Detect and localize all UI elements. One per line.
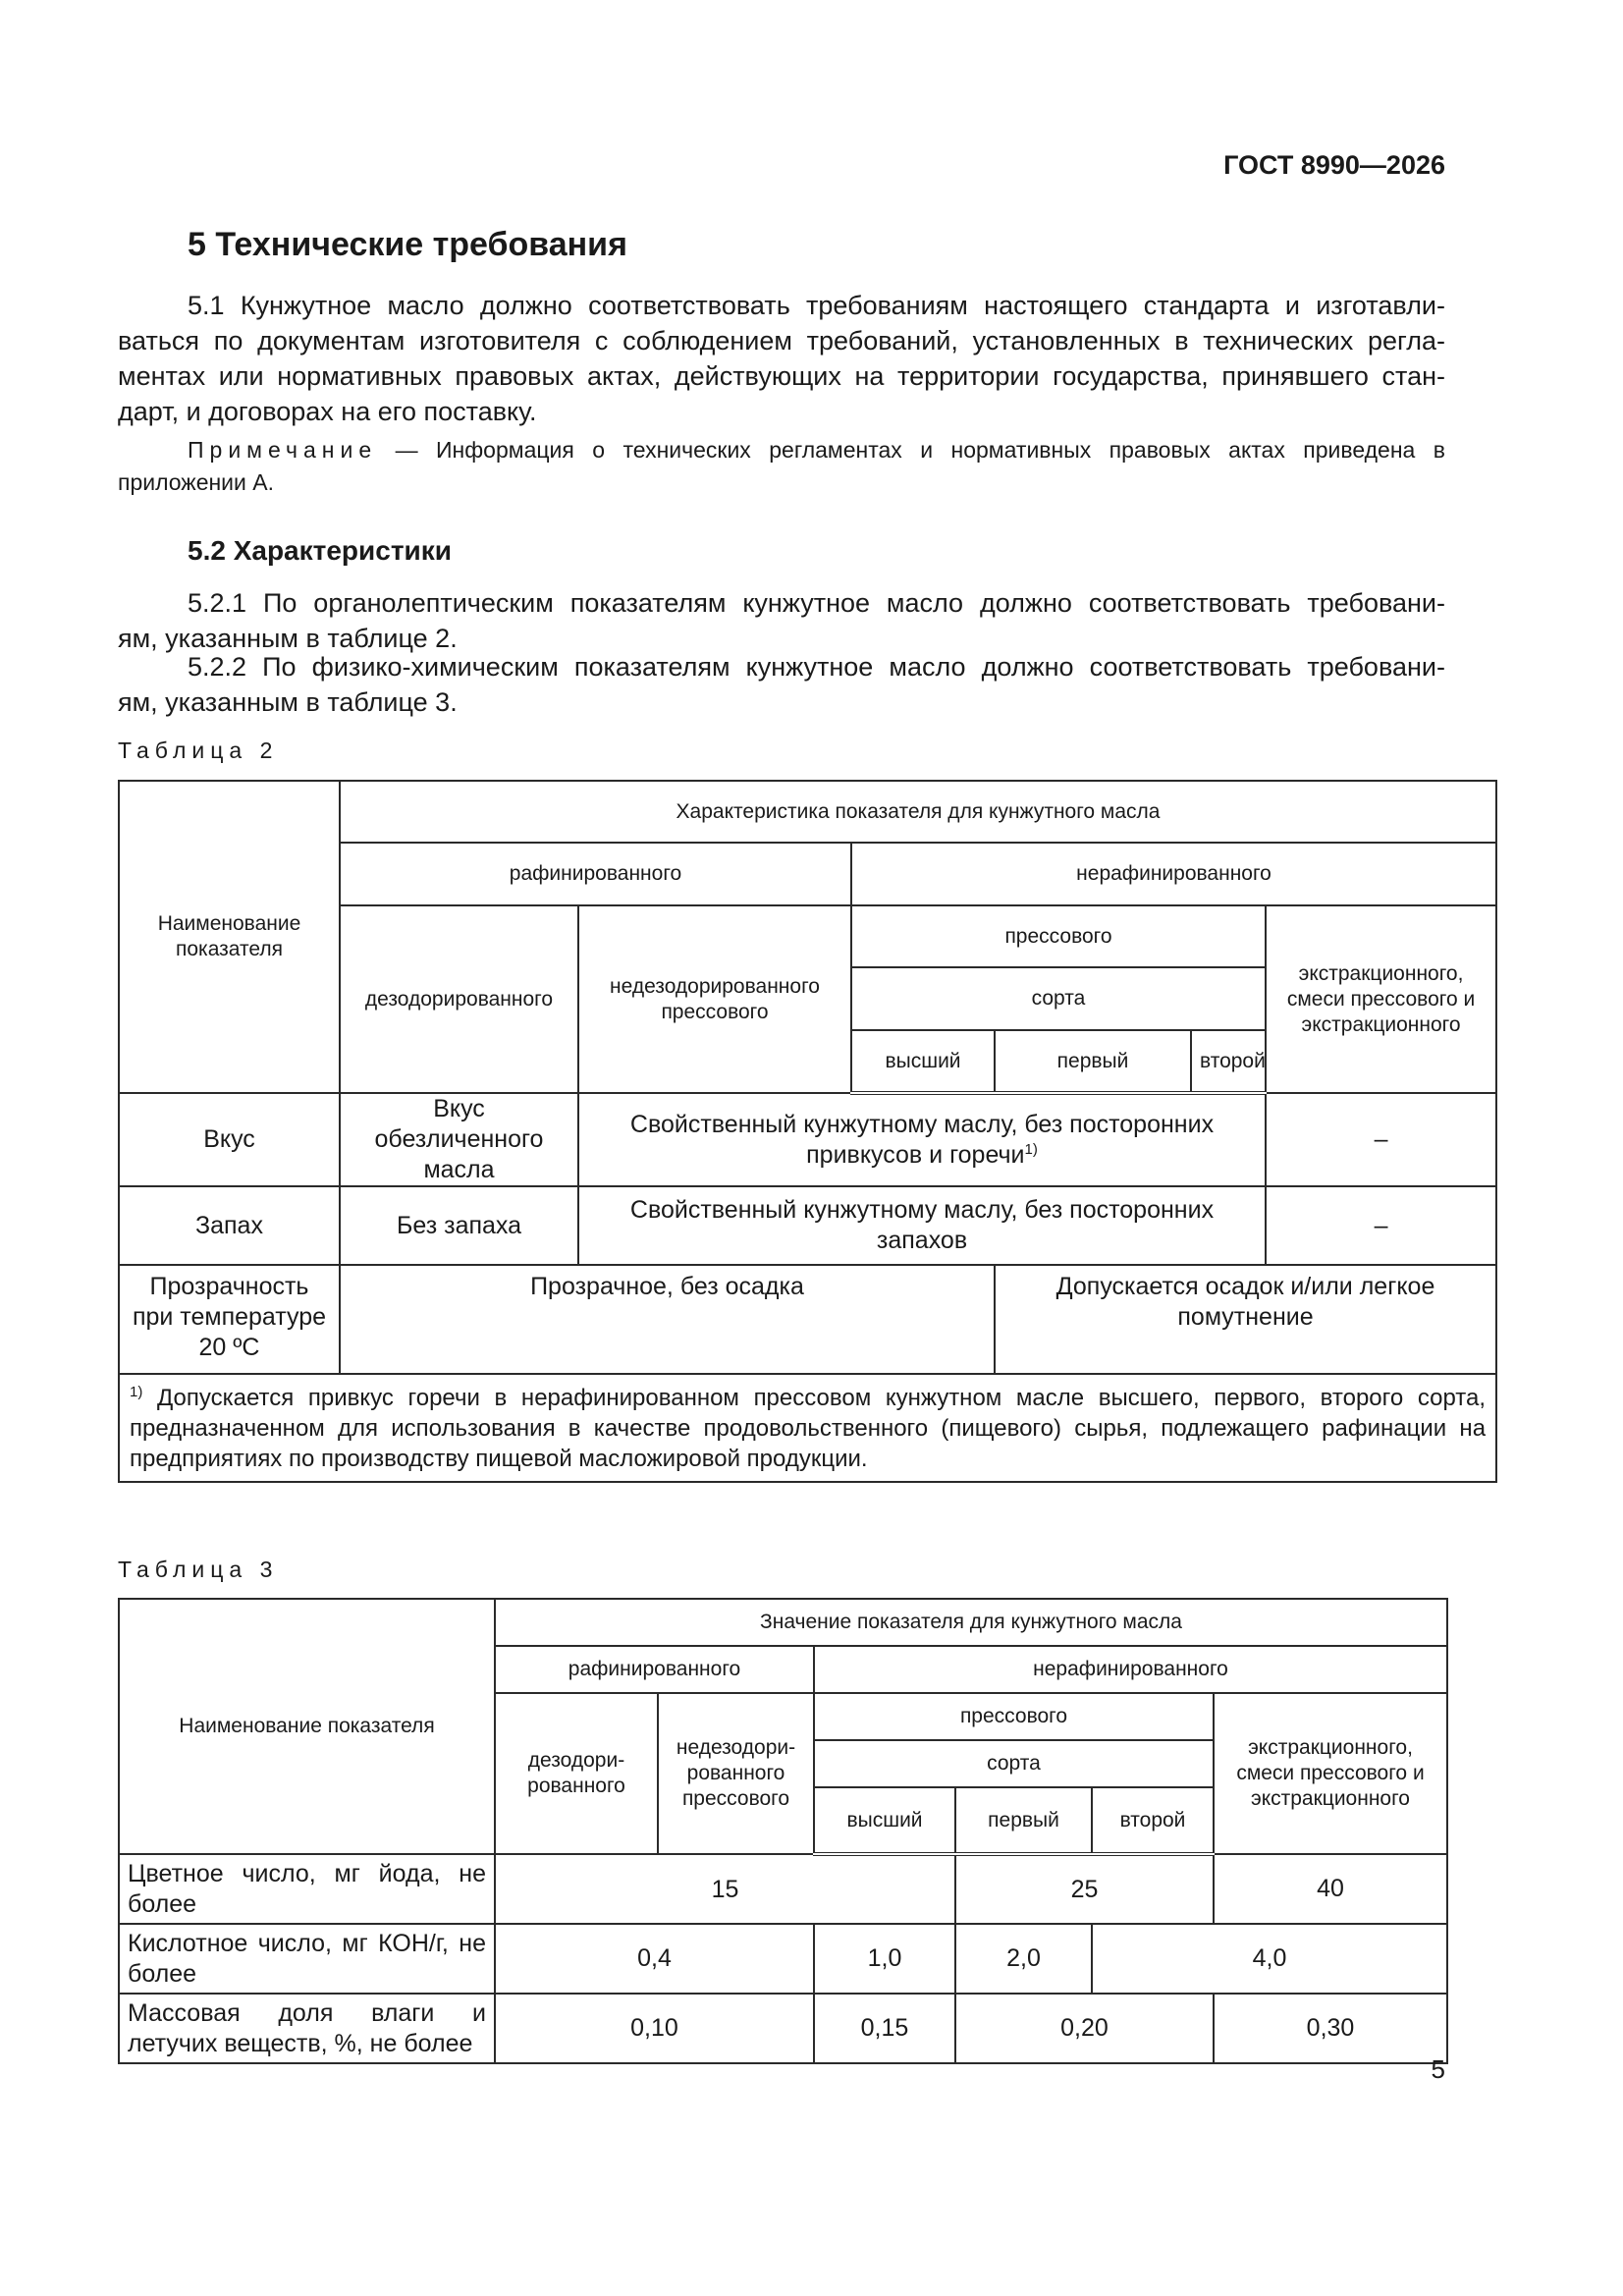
- t3-header-refined: рафинированного: [495, 1646, 814, 1693]
- t3-row-acid-v1: 0,4: [495, 1924, 814, 1994]
- note-line: [118, 434, 1445, 466]
- t2-header-name: Наименование показателя: [119, 781, 340, 1093]
- t3-header-value: Значение показателя для кунжутного масла: [495, 1599, 1447, 1646]
- t2-row-clarity-refined: Прозрачное, без осадка: [340, 1265, 995, 1374]
- t3-header-second: второй: [1092, 1787, 1214, 1854]
- t2-row-smell-common: Свойственный кунжутному маслу, без посторонних запахов: [578, 1186, 1266, 1265]
- t2-header-pressed: прессового: [851, 905, 1266, 967]
- t3-row-color-v1: 15: [495, 1854, 955, 1924]
- t2-header-unrefined: нерафинированного: [851, 843, 1496, 905]
- text-line: 5.2.2 По физико-химическим показателям кунжутное масло должно соответствовать требовани-: [188, 652, 1445, 682]
- t3-header-highest: высший: [814, 1787, 955, 1854]
- t2-header-second: второй: [1191, 1030, 1266, 1093]
- t3-row-color-v2: 25: [955, 1854, 1214, 1924]
- t2-row-taste-deodorized: Вкус обезличенного масла: [340, 1093, 578, 1186]
- table-3: [118, 1598, 1448, 2064]
- t2-header-grade: сорта: [851, 967, 1266, 1030]
- t2-row-smell-extraction: –: [1266, 1186, 1496, 1265]
- text-line: ям, указанным в таблице 2.: [118, 624, 458, 653]
- t3-row-acid-v2: 1,0: [814, 1924, 955, 1994]
- t3-header-grade: сорта: [814, 1740, 1214, 1787]
- t2-row-taste-name: Вкус: [119, 1093, 340, 1186]
- t2-row-smell-name: Запах: [119, 1186, 340, 1265]
- standard-designation: ГОСТ 8990—2026: [1223, 150, 1445, 180]
- note-label: Примечание: [188, 437, 378, 463]
- t3-header-extraction: экстракционного, смеси прессового и экстракционного: [1214, 1693, 1447, 1854]
- t2-footnote-text: Допускается привкус горечи в нерафинированном прессовом кунжутном масле высшего, первого, второго сорта, предназначенном для использования в качестве продовольственного (пищевого) сырья, подлежащего рафинации на предприятиях по производству пищевой масложировой продукции.: [130, 1384, 1487, 1472]
- note-text: — Информация о технических регламентах и нормативных правовых актах приведена в: [377, 437, 1445, 463]
- t2-row-clarity-name: Прозрачность при температуре 20 ºС: [119, 1265, 340, 1374]
- text-line: ям, указанным в таблице 3.: [118, 687, 458, 717]
- text-line: 5.1 Кунжутное масло должно соответствовать требованиям настоящего стандарта и изготавли-: [188, 291, 1445, 320]
- table-2-caption: Таблица 2: [118, 738, 279, 763]
- section-title: 5 Технические требования: [188, 226, 627, 263]
- t3-header-first: первый: [955, 1787, 1092, 1854]
- t2-header-highest: высший: [851, 1030, 995, 1093]
- t2-footnote: [119, 1374, 1496, 1482]
- t3-row-moisture-v4: 0,30: [1214, 1994, 1447, 2063]
- t3-row-moisture-v2: 0,15: [814, 1994, 955, 2063]
- note-line: приложении А.: [118, 469, 275, 495]
- paragraph-5-2-2: [118, 649, 1445, 720]
- paragraph-5-2-1: [118, 585, 1445, 656]
- t2-header-extraction: экстракционного, смеси прессового и экстракционного: [1266, 905, 1496, 1093]
- t3-row-color-v3: 40: [1214, 1854, 1447, 1924]
- t2-header-first: первый: [995, 1030, 1191, 1093]
- t3-row-moisture-v1: 0,10: [495, 1994, 814, 2063]
- t3-row-acid-v4: 4,0: [1092, 1924, 1447, 1994]
- note: [118, 434, 1445, 499]
- t3-header-name: Наименование показателя: [119, 1599, 495, 1854]
- footnote-mark: 1): [130, 1383, 143, 1400]
- page-number: 5: [1431, 2054, 1445, 2084]
- table-2: [118, 780, 1497, 1483]
- t3-row-moisture-v3: 0,20: [955, 1994, 1214, 2063]
- table-3-caption: Таблица 3: [118, 1557, 279, 1582]
- text-line: ментах или нормативных правовых актах, действующих на территории государства, принявшего стан-: [118, 361, 1445, 391]
- t2-row-clarity-other: Допускается осадок и/или легкое помутнение: [995, 1265, 1496, 1374]
- footnote-ref: 1): [1024, 1141, 1038, 1158]
- t3-row-acid-v3: 2,0: [955, 1924, 1092, 1994]
- t3-header-unrefined: нерафинированного: [814, 1646, 1447, 1693]
- t2-row-smell-deodorized: Без запаха: [340, 1186, 578, 1265]
- text-line: 5.2.1 По органолептическим показателям кунжутное масло должно соответствовать требовани-: [188, 588, 1445, 618]
- paragraph-5-1: [118, 288, 1445, 429]
- t3-header-pressed: прессового: [814, 1693, 1214, 1740]
- t3-header-deodorized: дезодори-рованного: [495, 1693, 658, 1854]
- t3-header-non-deodorized: недезодори-рованного прессового: [658, 1693, 814, 1854]
- t3-row-acid-name: Кислотное число, мг КОН/г, не более: [119, 1924, 495, 1994]
- subsection-title: 5.2 Характеристики: [188, 535, 452, 566]
- t2-header-characteristic: Характеристика показателя для кунжутного масла: [340, 781, 1496, 843]
- t2-header-refined: рафинированного: [340, 843, 851, 905]
- t2-header-non-deodorized: недезодорированного прессового: [578, 905, 851, 1093]
- t2-row-taste-extraction: –: [1266, 1093, 1496, 1186]
- t2-row-taste-common: [578, 1093, 1266, 1186]
- text-line: дарт, и договорах на его поставку.: [118, 397, 537, 426]
- t3-row-color-name: Цветное число, мг йода, не более: [119, 1854, 495, 1924]
- text-line: ваться по документам изготовителя с соблюдением требований, установленных в технических регла-: [118, 326, 1445, 355]
- t3-row-moisture-name: Массовая доля влаги и летучих веществ, %, не более: [119, 1994, 495, 2063]
- t2-header-deodorized: дезодорированного: [340, 905, 578, 1093]
- t2-row-taste-common-text: Свойственный кунжутному маслу, без посторонних привкусов и горечи: [629, 1111, 1215, 1169]
